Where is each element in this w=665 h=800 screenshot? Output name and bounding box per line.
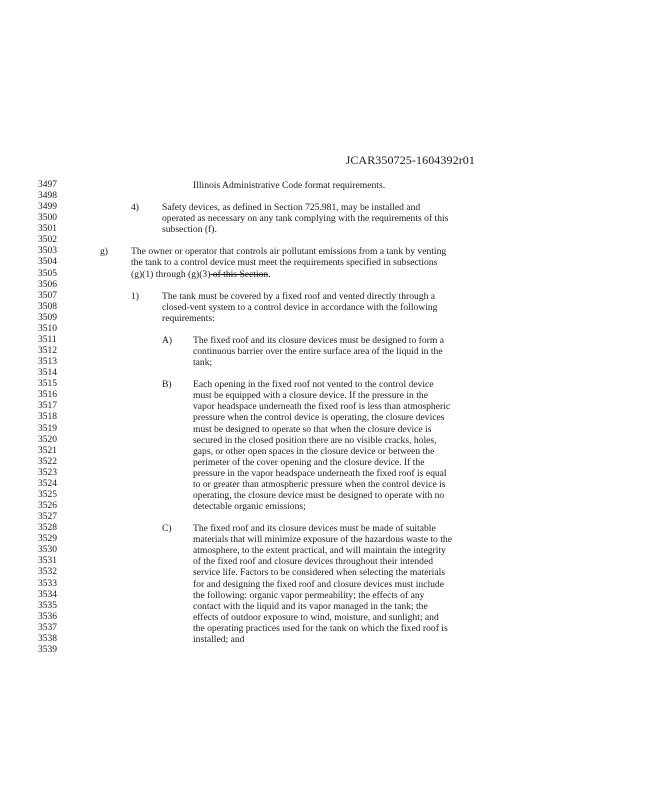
line-text: to or greater than atmospheric pressure when the control device is <box>193 478 446 490</box>
line-text: service life. Factors to be considered when selecting the materials <box>193 567 446 579</box>
line-text: the tank to a control device must meet the requirements specified in subsections <box>131 257 438 269</box>
line-text: requirements: <box>162 312 215 324</box>
line-row <box>0 335 665 346</box>
line-row <box>0 534 665 545</box>
line-row <box>0 390 665 401</box>
line-text-part: (g)(1) through (g)(3) <box>131 268 211 280</box>
line-row <box>0 257 665 268</box>
line-number: 3529 <box>38 534 57 545</box>
line-number: 3539 <box>38 644 57 655</box>
line-text: secured in the closed position there are no visible cracks, holes, <box>193 434 437 446</box>
line-row <box>0 379 665 390</box>
line-text: perimeter of the cover opening and the closure device. If the <box>193 456 425 468</box>
document-id-header: JCAR350725-1604392r01 <box>345 153 475 167</box>
line-row <box>0 424 665 435</box>
line-text: vapor headspace underneath the fixed roof is less than atmospheric <box>193 401 451 413</box>
line-text: materials that will minimize exposure of the hazardous waste to the <box>193 534 452 546</box>
line-row <box>0 590 665 601</box>
line-row <box>0 645 665 656</box>
line-number: 3497 <box>38 180 57 190</box>
line-number: 3538 <box>38 633 57 644</box>
line-row <box>0 512 665 523</box>
line-number: 3508 <box>38 301 57 312</box>
line-number: 3537 <box>38 622 57 633</box>
line-row <box>0 457 665 468</box>
line-number: 3507 <box>38 290 57 301</box>
line-row <box>0 302 665 313</box>
line-row <box>0 346 665 357</box>
subsection-label: A) <box>162 334 173 346</box>
line-text: pressure when the control device is operating, the closure devices <box>193 412 445 424</box>
line-row <box>0 601 665 612</box>
line-number: 3506 <box>38 279 57 290</box>
line-text: The fixed roof and its closure devices must be made of suitable <box>193 523 436 535</box>
line-text: The tank must be covered by a fixed roof and vented directly through a <box>162 290 436 302</box>
line-text: tank; <box>193 357 213 369</box>
line-number: 3526 <box>38 501 57 512</box>
line-text: the following: organic vapor permeability; the effects of any <box>193 589 425 601</box>
line-text <box>131 269 271 280</box>
line-row <box>0 479 665 490</box>
line-row <box>0 401 665 412</box>
line-row <box>0 313 665 324</box>
line-number: 3527 <box>38 512 57 523</box>
line-row <box>0 490 665 501</box>
line-text: closed-vent system to a control device in accordance with the following <box>162 301 438 313</box>
line-row <box>0 579 665 590</box>
line-number: 3517 <box>38 401 57 412</box>
struck-text: of this Section <box>210 268 269 280</box>
line-row <box>0 224 665 235</box>
line-number: 3523 <box>38 467 57 478</box>
line-number: 3515 <box>38 379 57 390</box>
line-text: Illinois Administrative Code format requirements. <box>193 180 386 191</box>
subsection-label: 4) <box>131 202 139 214</box>
line-row <box>0 202 665 213</box>
line-row <box>0 612 665 623</box>
line-row <box>0 435 665 446</box>
line-text: The owner or operator that controls air pollutant emissions from a tank by venting <box>131 246 447 258</box>
line-number: 3528 <box>38 523 57 534</box>
line-row <box>0 246 665 257</box>
line-text: the operating practices used for the tank on which the fixed roof is <box>193 622 448 634</box>
line-number: 3534 <box>38 589 57 600</box>
line-text: must be designed to operate so that when the closure device is <box>193 423 432 435</box>
line-number: 3524 <box>38 478 57 489</box>
line-number: 3516 <box>38 390 57 401</box>
line-number: 3520 <box>38 434 57 445</box>
line-row <box>0 501 665 512</box>
line-row <box>0 269 665 280</box>
line-number: 3531 <box>38 556 57 567</box>
line-number: 3502 <box>38 235 57 246</box>
line-row <box>0 368 665 379</box>
line-text: The fixed roof and its closure devices must be designed to form a <box>193 334 444 346</box>
line-text: Each opening in the fixed roof not vented to the control device <box>193 379 434 391</box>
line-row <box>0 291 665 302</box>
line-row <box>0 357 665 368</box>
line-number: 3532 <box>38 567 57 578</box>
line-text: gaps, or other open spaces in the closure device or between the <box>193 445 435 457</box>
line-text: operating, the closure device must be designed to operate with no <box>193 489 445 501</box>
line-row <box>0 191 665 202</box>
line-row <box>0 545 665 556</box>
line-text-part: . <box>268 268 271 280</box>
line-row <box>0 623 665 634</box>
line-number: 3536 <box>38 611 57 622</box>
line-number: 3500 <box>38 213 57 224</box>
line-text: installed; and <box>193 633 245 645</box>
line-row <box>0 412 665 423</box>
line-number: 3525 <box>38 489 57 500</box>
line-text: Safety devices, as defined in Section 725.981, may be installed and <box>162 202 421 214</box>
line-row <box>0 235 665 246</box>
subsection-label: 1) <box>131 290 139 302</box>
line-text: contact with the liquid and its vapor managed in the tank; the <box>193 600 428 612</box>
line-number: 3530 <box>38 545 57 556</box>
line-row <box>0 213 665 224</box>
line-row <box>0 634 665 645</box>
line-number: 3499 <box>38 202 57 213</box>
line-number: 3498 <box>38 191 57 202</box>
line-text: operated as necessary on any tank complying with the requirements of this <box>162 213 449 225</box>
line-number: 3521 <box>38 445 57 456</box>
line-text: continuous barrier over the entire surface area of the liquid in the <box>193 346 443 358</box>
line-number: 3509 <box>38 312 57 323</box>
line-text: effects of outdoor exposure to wind, moisture, and sunlight; and <box>193 611 439 623</box>
line-row <box>0 446 665 457</box>
line-text: atmosphere, to the extent practical, and will maintain the integrity <box>193 545 446 557</box>
line-number: 3501 <box>38 224 57 235</box>
line-row <box>0 556 665 567</box>
line-text: subsection (f). <box>162 224 217 236</box>
line-number: 3510 <box>38 323 57 334</box>
line-text: for and designing the fixed roof and closure devices must include <box>193 578 444 590</box>
line-number: 3504 <box>38 257 57 268</box>
subsection-label: B) <box>162 379 172 391</box>
line-text: pressure in the vapor headspace underneath the fixed roof is equal <box>193 467 447 479</box>
line-row <box>0 567 665 578</box>
line-number: 3514 <box>38 368 57 379</box>
line-number: 3518 <box>38 412 57 423</box>
line-text: must be equipped with a closure device. If the pressure in the <box>193 390 428 402</box>
line-text: of the fixed roof and closure devices throughout their intended <box>193 556 434 568</box>
line-number: 3503 <box>38 246 57 257</box>
line-number: 3519 <box>38 423 57 434</box>
line-text: detectable organic emissions; <box>193 501 306 513</box>
line-row <box>0 180 665 191</box>
line-number: 3511 <box>38 334 57 345</box>
subsection-label: g) <box>100 246 108 258</box>
line-number: 3522 <box>38 456 57 467</box>
line-number: 3512 <box>38 346 57 357</box>
line-row <box>0 280 665 291</box>
line-number: 3535 <box>38 600 57 611</box>
line-number: 3505 <box>38 268 57 279</box>
line-row <box>0 468 665 479</box>
line-number: 3513 <box>38 357 57 368</box>
line-number: 3533 <box>38 578 57 589</box>
subsection-label: C) <box>162 523 172 535</box>
line-row <box>0 523 665 534</box>
line-row <box>0 324 665 335</box>
